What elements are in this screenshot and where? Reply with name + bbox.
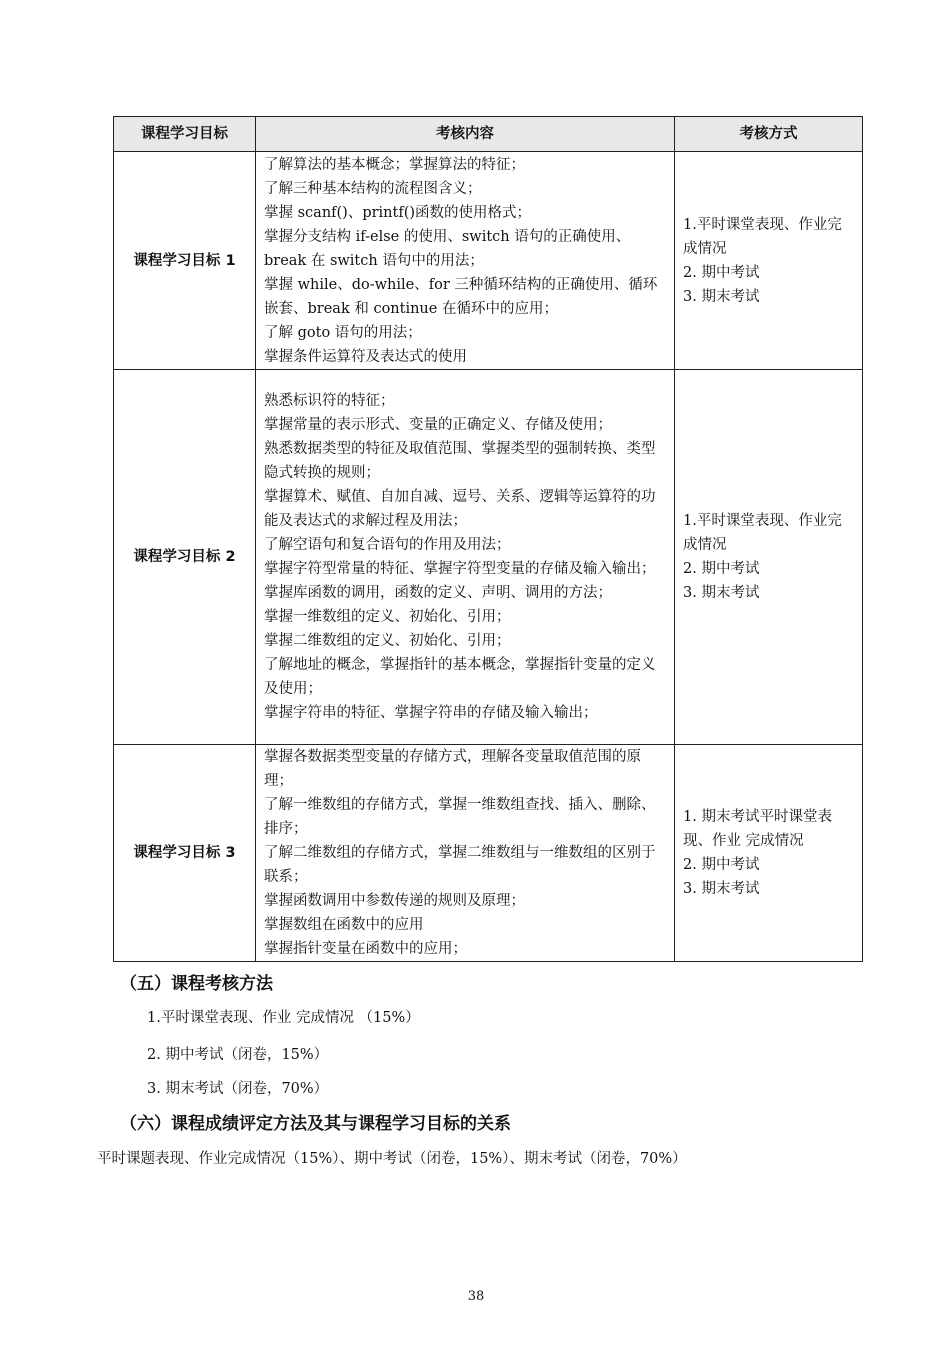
content-line: 熟悉标识符的特征； (264, 393, 395, 409)
section-5-title: （五）课程考核方法 (120, 974, 273, 994)
content-cell (256, 152, 675, 370)
header-content: 考核内容 (256, 117, 675, 152)
content-line: 掌握分支结构 if-else 的使用、switch 语句的正确使用、break 在 switch 语句中的用法； (264, 228, 631, 269)
content-line: 了解算法的基本概念；掌握算法的特征； (264, 156, 525, 173)
table-row (114, 745, 863, 962)
header-goal: 课程学习目标 (114, 117, 256, 152)
grading-summary: 平时课题表现、作业完成情况（15%）、期中考试（闭卷，15%）、期末考试（闭卷，70%） (97, 1151, 687, 1167)
content-cell (256, 745, 675, 962)
content-line: 掌握二维数组的定义、初始化、引用； (264, 633, 511, 649)
assessment-item: 2. 期中考试（闭卷，15%） (147, 1047, 329, 1063)
table-header-row (114, 117, 863, 152)
method-line: 1.平时课堂表现、作业完成情况 (683, 216, 842, 257)
content-line: 掌握库函数的调用，函数的定义、声明、调用的方法； (264, 585, 612, 601)
content-line: 了解空语句和复合语句的作用及用法； (264, 537, 511, 553)
method-line: 2. 期中考试 (683, 857, 760, 873)
content-line: 掌握各数据类型变量的存储方式，理解各变量取值范围的原理； (264, 749, 641, 789)
assessment-item: 1.平时课堂表现、作业 完成情况 （15%） (147, 1010, 420, 1026)
method-line: 3. 期末考试 (683, 288, 760, 305)
content-line: 掌握字符串的特征、掌握字符串的存储及输入输出； (264, 705, 598, 721)
method-line: 2. 期中考试 (683, 264, 760, 281)
content-line: 掌握字符型常量的特征、掌握字符型变量的存储及输入输出； (264, 561, 656, 577)
content-line: 掌握数组在函数中的应用 (264, 917, 424, 933)
content-line: 掌握指针变量在函数中的应用； (264, 941, 467, 957)
content-line: 了解一维数组的存储方式，掌握一维数组查找、插入、删除、排序； (264, 797, 656, 837)
content-line: 掌握常量的表示形式、变量的正确定义、存储及使用； (264, 417, 612, 433)
goal-cell: 课程学习目标 2 (114, 370, 256, 745)
content-line: 了解三种基本结构的流程图含义； (264, 180, 482, 197)
method-line: 3. 期末考试 (683, 881, 760, 897)
content-line: 掌握算术、赋值、自加自减、逗号、关系、逻辑等运算符的功能及表达式的求解过程及用法； (264, 489, 656, 529)
content-cell (256, 370, 675, 745)
content-line: 了解 goto 语句的用法； (264, 324, 422, 341)
header-method: 考核方式 (675, 117, 863, 152)
content-line: 掌握函数调用中参数传递的规则及原理； (264, 893, 525, 909)
goal-cell: 课程学习目标 3 (114, 745, 256, 962)
content-line: 了解地址的概念，掌握指针的基本概念，掌握指针变量的定义及使用； (264, 657, 656, 697)
content-line: 了解二维数组的存储方式，掌握二维数组与一维数组的区别于联系； (264, 845, 656, 885)
content-line: 掌握一维数组的定义、初始化、引用； (264, 609, 511, 625)
method-line: 1. 期末考试平时课堂表现、作业 完成情况 (683, 809, 832, 849)
content-line: 掌握条件运算符及表达式的使用 (264, 348, 467, 365)
method-line: 2. 期中考试 (683, 561, 760, 577)
page-number: 38 (467, 1289, 485, 1304)
method-cell (675, 370, 863, 745)
content-line: 掌握 scanf()、printf()函数的使用格式； (264, 204, 532, 221)
method-cell (675, 745, 863, 962)
assessment-table (113, 116, 863, 962)
method-line: 1.平时课堂表现、作业完成情况 (683, 513, 842, 553)
table-row (114, 370, 863, 745)
goal-cell: 课程学习目标 1 (114, 152, 256, 370)
assessment-item: 3. 期末考试（闭卷，70%） (147, 1081, 329, 1097)
section-6-title: （六）课程成绩评定方法及其与课程学习目标的关系 (120, 1114, 511, 1134)
method-cell (675, 152, 863, 370)
content-line: 掌握 while、do-while、for 三种循环结构的正确使用、循环嵌套、break 和 continue 在循环中的应用； (264, 276, 658, 317)
method-line: 3. 期末考试 (683, 585, 760, 601)
table-row (114, 152, 863, 370)
content-line: 熟悉数据类型的特征及取值范围、掌握类型的强制转换、类型隐式转换的规则； (264, 441, 656, 481)
